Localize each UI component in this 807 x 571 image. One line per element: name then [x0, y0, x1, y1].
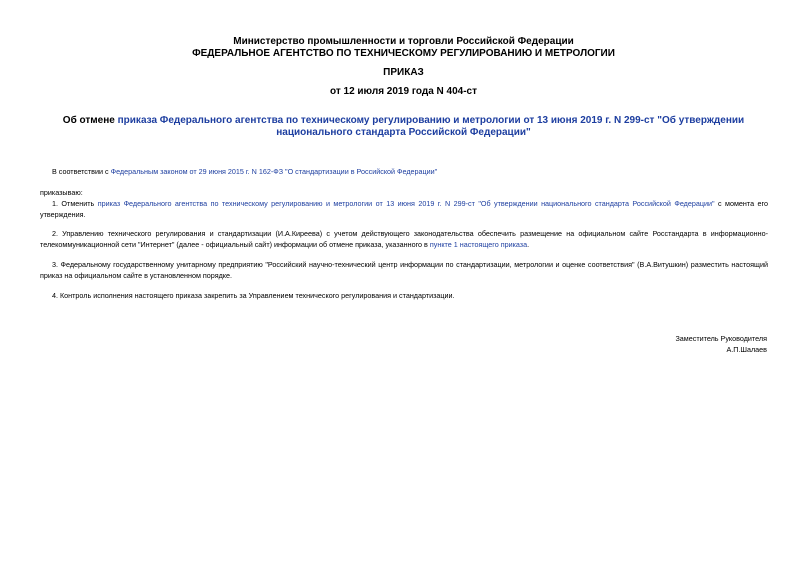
preamble-prefix: В соответствии с [52, 167, 111, 176]
order-word: приказываю: [40, 188, 83, 197]
document-title [40, 115, 767, 139]
item-1-link[interactable]: приказ Федерального агентства по техническому регулированию и метрологии от 13 июня 2019 г. N 299-ст "Об утверждении национального стандарта Российской Федерации" [97, 199, 715, 208]
item-2-link[interactable]: пункте 1 настоящего приказа [429, 240, 528, 249]
title-prefix: Об отмене [62, 115, 118, 126]
signature-name: А.П.Шалаев [726, 345, 767, 354]
item-1 [40, 198, 768, 220]
item-4: 4. Контроль исполнения настоящего приказа закрепить за Управлением технического регулирования и стандартизации. [52, 291, 455, 300]
ministry-name: Министерство промышленности и торговли Российской Федерации [233, 36, 574, 47]
item-3: 3. Федеральному государственному унитарному предприятию "Российский научно-технический центр информации по стандартизации, метрологии и оценке соответствия" (В.А.Витушкин) разместить настоящий приказ на официальном сайте в установленном порядке. [40, 260, 768, 280]
item-1-suffix: с момента его утверждения. [40, 199, 768, 219]
document-type: ПРИКАЗ [383, 67, 424, 78]
item-1-prefix: 1. Отменить [52, 199, 98, 208]
signature-position: Заместитель Руководителя [675, 334, 767, 343]
title-link[interactable]: приказа Федерального агентства по техническому регулированию и метрологии от 13 июня 2019 г. N 299-ст "Об утверждении национального стандарта Российской Федерации" [117, 115, 745, 138]
preamble [40, 166, 768, 177]
preamble-law-link[interactable]: Федеральным законом от 29 июня 2015 г. N 162-ФЗ "О стандартизации в Российской Федерации" [110, 167, 438, 176]
item-2-suffix: . [527, 240, 530, 249]
document-date-number: от 12 июля 2019 года N 404-ст [329, 86, 478, 97]
agency-name: ФЕДЕРАЛЬНОЕ АГЕНТСТВО ПО ТЕХНИЧЕСКОМУ РЕГУЛИРОВАНИЮ И МЕТРОЛОГИИ [192, 48, 615, 59]
item-2 [40, 228, 768, 250]
item-2-prefix: 2. Управлению технического регулирования и стандартизации (И.А.Киреева) с учетом действующего законодательства обеспечить размещение на официальном сайте Росстандарта в информационно-телекоммуникационной сети "Интернет" (далее - официальный сайт) информации об отмене приказа, указанного в [40, 229, 768, 249]
